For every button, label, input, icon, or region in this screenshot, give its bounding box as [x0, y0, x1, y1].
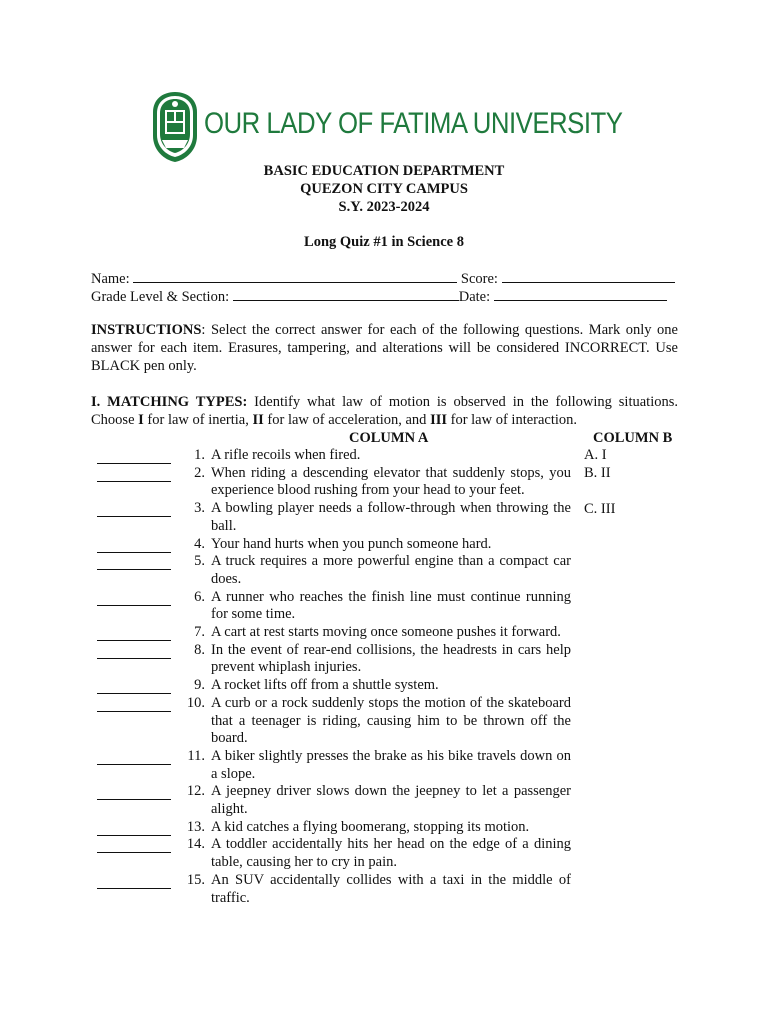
question-item: [95, 465, 575, 500]
question-text: A jeepney driver slows down the jeepney to let a passenger alight.: [211, 783, 571, 818]
question-item: [95, 677, 575, 695]
question-number: 11.: [187, 747, 205, 764]
question-text: In the event of rear-end collisions, the headrests in cars help prevent whiplash injuries.: [211, 641, 571, 676]
question-text: A rifle recoils when fired.: [211, 447, 361, 463]
choice-inertia: I: [138, 412, 144, 428]
option-a: A. I: [584, 447, 607, 463]
grade-section-label: Grade Level & Section:: [91, 289, 230, 305]
question-item: [95, 553, 575, 588]
choice-acceleration: II: [252, 412, 264, 428]
title-block: [0, 162, 768, 216]
answer-blank[interactable]: [97, 698, 171, 712]
answer-blank[interactable]: [97, 503, 171, 517]
answer-blank[interactable]: [97, 751, 171, 765]
instructions-text: : Select the correct answer for each of the following questions. Mark only one answer for each item. Erasures, tampering, and alterations will be considered INCORRECT. Use BLACK pen only.: [91, 322, 678, 374]
question-number: 6.: [194, 588, 205, 605]
option-b: B. II: [584, 465, 611, 481]
university-header: [150, 90, 623, 165]
question-text: A bowling player needs a follow-through when throwing the ball.: [211, 500, 571, 534]
question-list: [95, 447, 575, 907]
answer-blank[interactable]: [97, 592, 171, 606]
matching-type-instructions: [91, 393, 678, 429]
name-label: Name:: [91, 271, 130, 287]
question-text: Your hand hurts when you punch someone hard.: [211, 535, 492, 552]
question-text: A curb or a rock suddenly stops the motion of the skateboard that a teenager is riding, causing him to be thrown off the board.: [211, 694, 571, 747]
campus-title: QUEZON CITY CAMPUS: [300, 181, 468, 197]
question-item: [95, 536, 575, 554]
answer-blank[interactable]: [97, 556, 171, 570]
question-number: 9.: [194, 677, 205, 694]
answer-blank[interactable]: [97, 786, 171, 800]
question-item: [95, 695, 575, 748]
question-number: 3.: [194, 500, 205, 517]
question-number: 13.: [186, 818, 205, 835]
answer-blank[interactable]: [97, 539, 171, 553]
instructions-label: INSTRUCTIONS: [91, 322, 202, 338]
column-b-heading: COLUMN B: [593, 430, 673, 446]
answer-blank[interactable]: [97, 875, 171, 889]
grade-section-field[interactable]: [233, 286, 459, 301]
question-text: A truck requires a more powerful engine than a compact car does.: [211, 553, 571, 587]
question-item: [95, 819, 575, 837]
question-number: 12.: [186, 783, 205, 800]
answer-blank[interactable]: [97, 839, 171, 853]
question-text: A rocket lifts off from a shuttle system.: [211, 677, 439, 694]
school-year: S.Y. 2023-2024: [338, 199, 430, 215]
question-text: An SUV accidentally collides with a taxi in the middle of traffic.: [211, 871, 571, 906]
question-text: When riding a descending elevator that suddenly stops, you experience blood rushing from your head to your feet.: [211, 464, 571, 499]
question-number: 4.: [194, 535, 205, 552]
answer-blank[interactable]: [97, 627, 171, 641]
university-seal-icon: [150, 90, 200, 164]
question-text: A toddler accidentally hits her head on the edge of a dining table, causing her to cry in pain.: [211, 836, 571, 871]
question-item: [95, 642, 575, 677]
choice-interaction: III: [430, 412, 447, 428]
question-number: 14.: [186, 836, 205, 853]
date-field[interactable]: [494, 286, 667, 301]
answer-blank[interactable]: [97, 645, 171, 659]
section-text: for law of interaction.: [447, 412, 578, 428]
answer-blank[interactable]: [97, 450, 171, 464]
question-number: 7.: [194, 624, 205, 641]
question-number: 1.: [194, 447, 205, 463]
question-item: [95, 624, 575, 642]
score-field[interactable]: [502, 268, 675, 283]
answer-blank[interactable]: [97, 680, 171, 694]
question-number: 15.: [186, 871, 205, 888]
question-text: A kid catches a flying boomerang, stopping its motion.: [211, 818, 530, 835]
department-title: BASIC EDUCATION DEPARTMENT: [263, 163, 505, 179]
score-label: Score:: [460, 271, 498, 287]
instructions: [91, 321, 678, 375]
section-text: Identify what law of motion is observed in the following situations. Choose: [91, 394, 679, 428]
question-number: 8.: [194, 641, 205, 658]
answer-blank[interactable]: [97, 822, 171, 836]
option-c: C. III: [584, 501, 616, 517]
name-field[interactable]: [133, 268, 457, 283]
date-label: Date:: [458, 289, 491, 305]
quiz-title-block: [0, 233, 768, 251]
answer-blank[interactable]: [97, 468, 171, 482]
question-text: A biker slightly presses the brake as his bike travels down on a slope.: [211, 747, 571, 782]
question-item: [95, 500, 575, 535]
question-number: 5.: [194, 553, 205, 570]
question-item: [95, 783, 575, 818]
section-text: for law of acceleration, and: [263, 412, 431, 428]
question-text: A cart at rest starts moving once someone pushes it forward.: [211, 624, 561, 641]
section-text: for law of inertia,: [143, 412, 253, 428]
question-number: 2.: [194, 464, 205, 481]
question-item: [95, 748, 575, 783]
question-item: [95, 589, 575, 624]
question-number: 10.: [186, 694, 205, 711]
question-item: [95, 872, 575, 907]
name-score-row: [91, 268, 675, 288]
question-item: [95, 447, 575, 465]
section-heading: I. MATCHING TYPES:: [91, 394, 248, 410]
question-text: A runner who reaches the finish line must continue running for some time.: [211, 588, 571, 623]
question-item: [95, 836, 575, 871]
quiz-title: Long Quiz #1 in Science 8: [304, 234, 464, 250]
grade-date-row: [91, 286, 667, 306]
column-a-heading: COLUMN A: [349, 430, 429, 446]
university-name: OUR LADY OF FATIMA UNIVERSITY: [204, 107, 623, 140]
